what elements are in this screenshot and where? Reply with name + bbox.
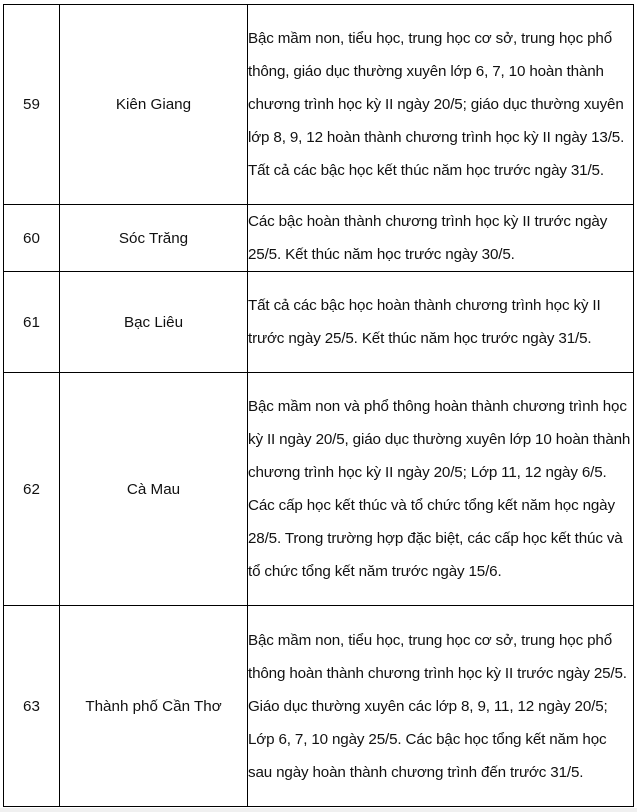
province-name: Kiên Giang [60, 5, 248, 205]
table-row [4, 205, 634, 272]
table-row [4, 373, 634, 606]
page-bottom-strip [0, 808, 637, 812]
table-row [4, 5, 634, 205]
row-number: 59 [4, 5, 60, 205]
schedule-description: Bậc mầm non, tiểu học, trung học cơ sở, trung học phổ thông hoàn thành chương trình học kỳ II trước ngày 25/5. Giáo dục thường xuyên các lớp 8, 9, 11, 12 ngày 20/5; Lớp 6, 7, 10 ngày 25/5. Các bậc học tổng kết năm học sau ngày hoàn thành chương trình đến trước 31/5. [248, 606, 634, 807]
province-name: Sóc Trăng [60, 205, 248, 272]
schedule-description: Tất cả các bậc học hoàn thành chương trình học kỳ II trước ngày 25/5. Kết thúc năm học trước ngày 31/5. [248, 272, 634, 373]
province-name: Cà Mau [60, 373, 248, 606]
schedule-description: Bậc mầm non và phổ thông hoàn thành chương trình học kỳ II ngày 20/5, giáo dục thường xuyên lớp 10 hoàn thành chương trình học kỳ II ngày 20/5; Lớp 11, 12 ngày 6/5. Các cấp học kết thúc và tổ chức tổng kết năm học ngày 28/5. Trong trường hợp đặc biệt, các cấp học kết thúc và tổ chức tổng kết năm trước ngày 15/6. [248, 373, 634, 606]
province-name: Thành phố Cần Thơ [60, 606, 248, 807]
table-row [4, 606, 634, 807]
schedule-description: Bậc mầm non, tiểu học, trung học cơ sở, trung học phổ thông, giáo dục thường xuyên lớp 6, 7, 10 hoàn thành chương trình học kỳ II ngày 20/5; giáo dục thường xuyên lớp 8, 9, 12 hoàn thành chương trình học kỳ II ngày 13/5. Tất cả các bậc học kết thúc năm học trước ngày 31/5. [248, 5, 634, 205]
row-number: 63 [4, 606, 60, 807]
schedule-description: Các bậc hoàn thành chương trình học kỳ II trước ngày 25/5. Kết thúc năm học trước ngày 30/5. [248, 205, 634, 272]
row-number: 60 [4, 205, 60, 272]
province-name: Bạc Liêu [60, 272, 248, 373]
row-number: 61 [4, 272, 60, 373]
school-year-schedule-table [3, 4, 634, 807]
row-number: 62 [4, 373, 60, 606]
table-row [4, 272, 634, 373]
